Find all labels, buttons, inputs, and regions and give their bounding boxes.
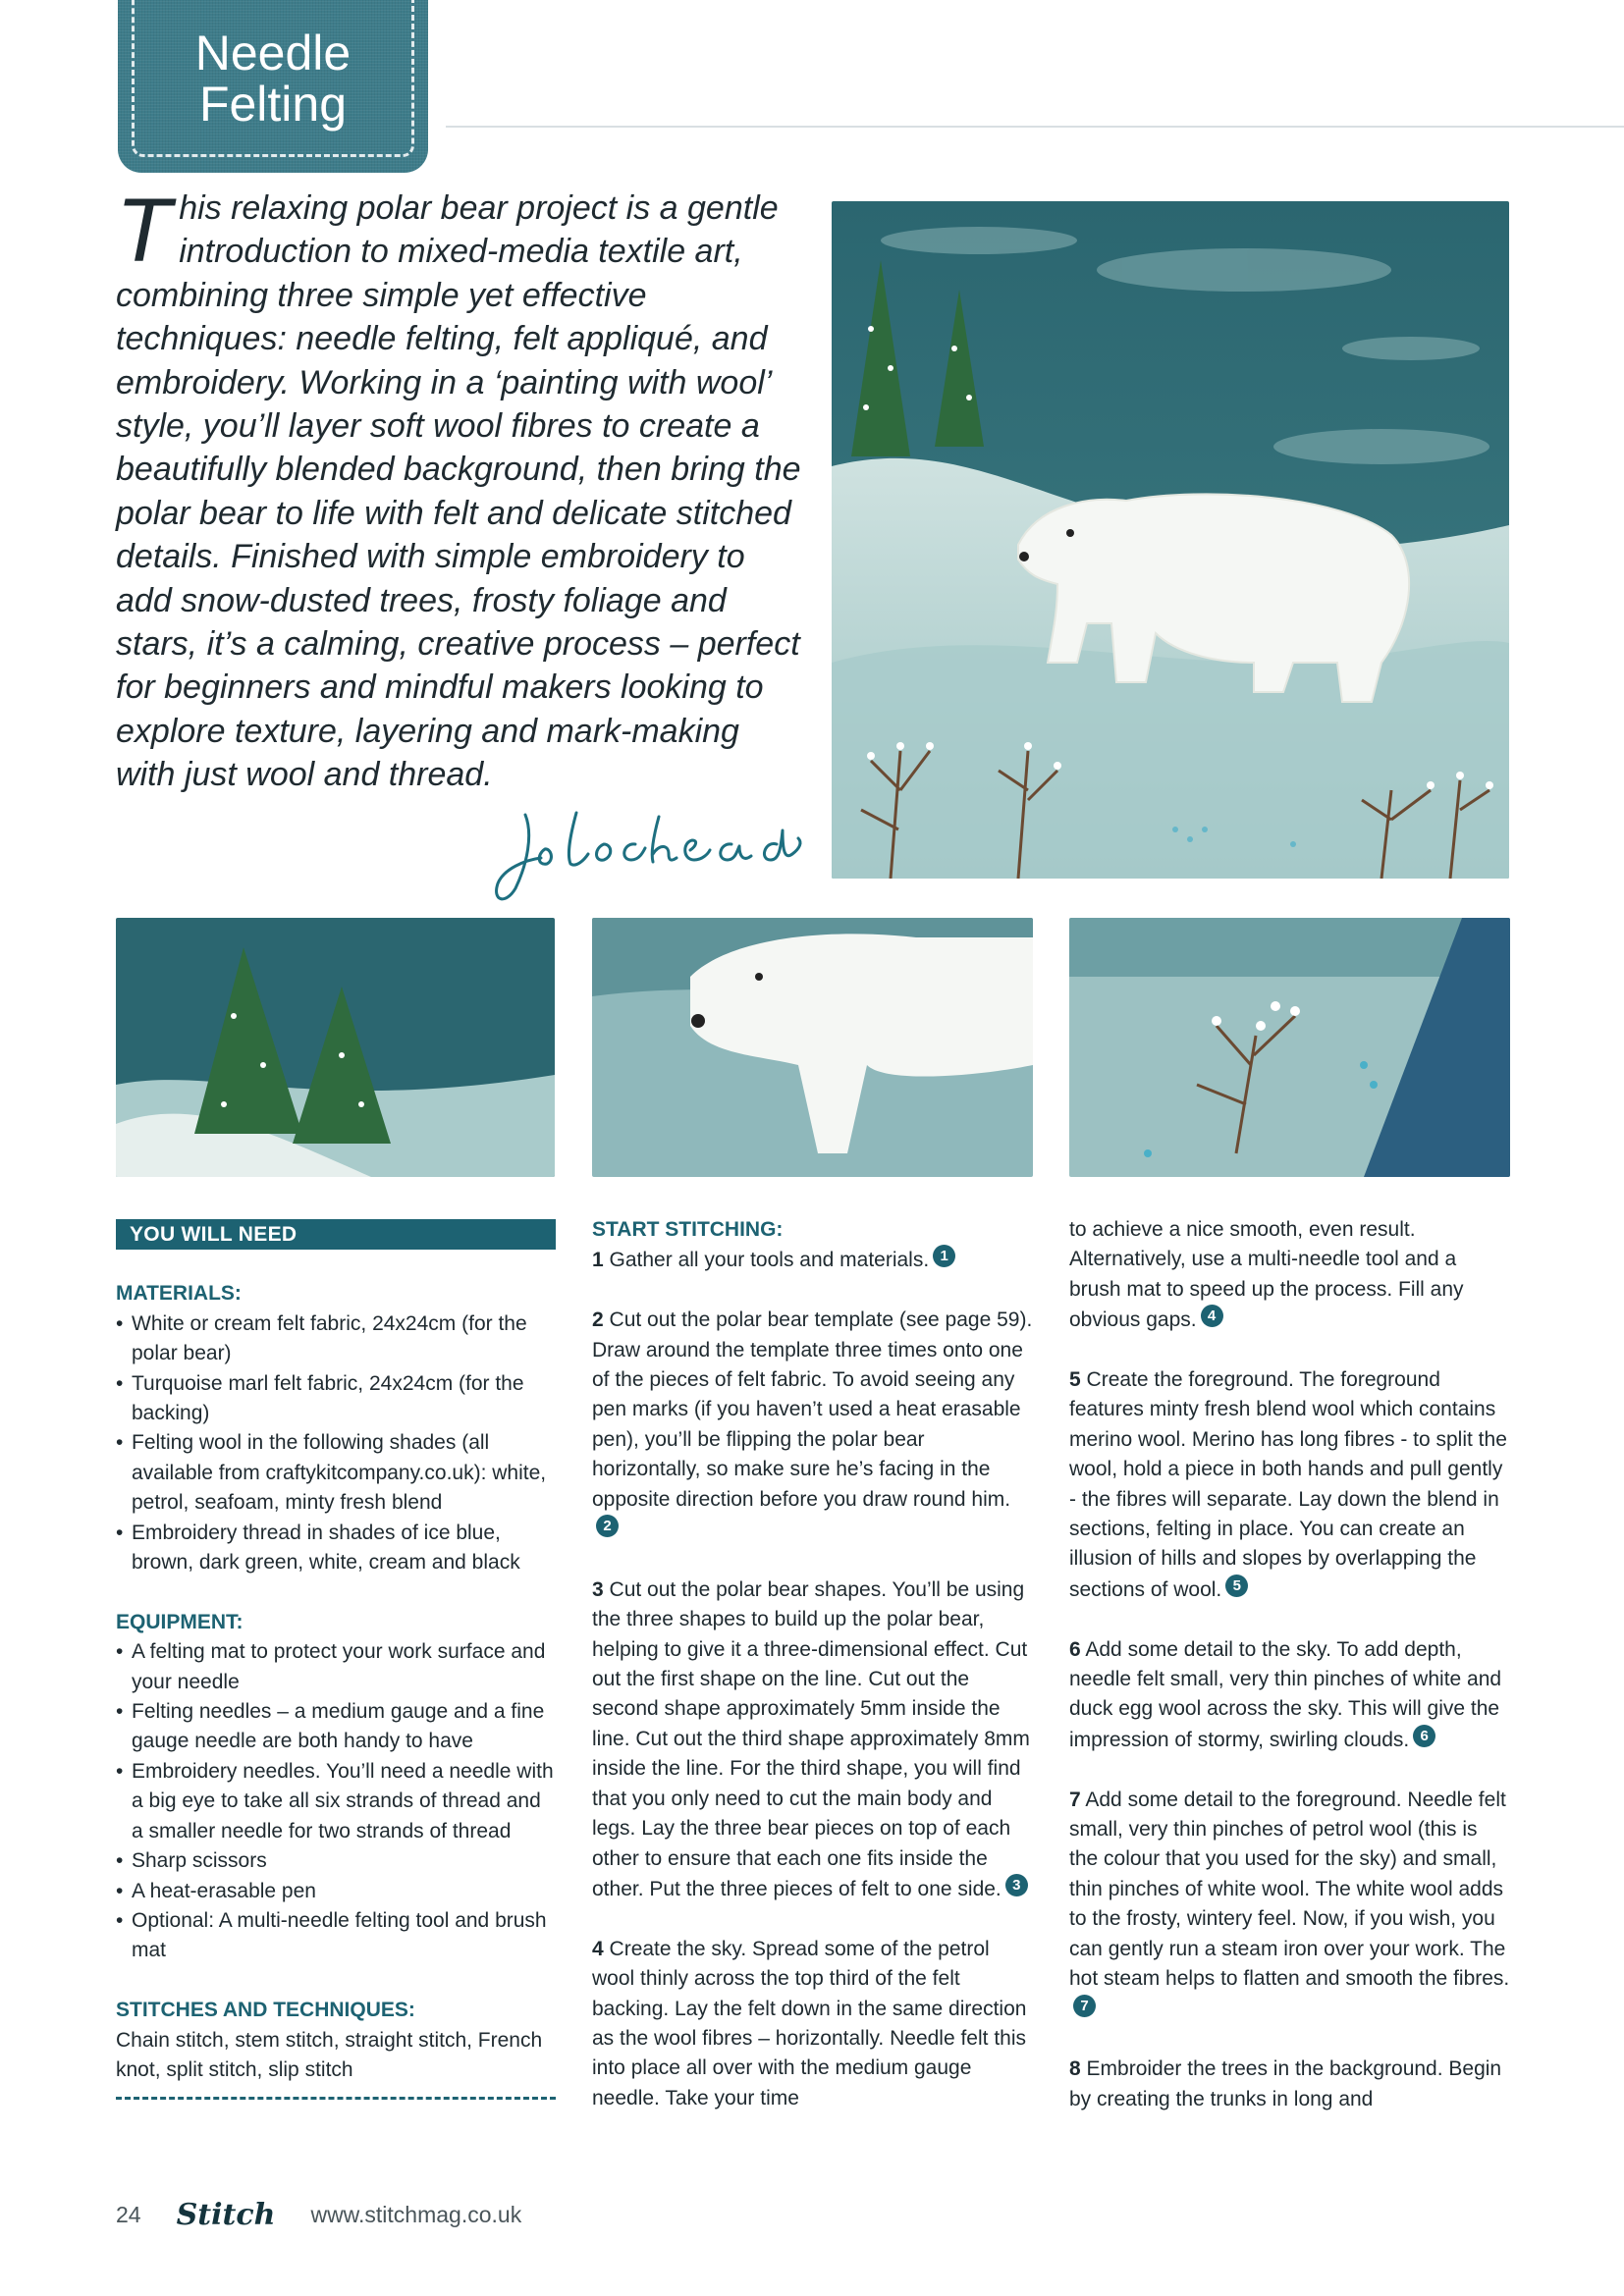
intro-text: his relaxing polar bear project is a gentle introduction to mixed-media textile art, combining three simple yet effective techniques: needle felting, felt appliqué, and embroidery. Working in a ‘painting with wool’ style, you’ll layer soft wool fibres to create a beautifully blended background, then bring the polar bear to life with felt and delicate stitched details. Finished with simple embroidery to add snow-dusted trees, frosty foliage and stars, it’s a calming, creative process – perfect for beginners and mindful makers looking to explore texture, layering and mark-making with just wool and thread. (116, 189, 801, 794)
step-4 (592, 1935, 1033, 2113)
step-2 (592, 1306, 1033, 1545)
step-number: 7 (1069, 1788, 1081, 1811)
start-stitching-heading: START STITCHING: (592, 1218, 784, 1241)
photo-ref-badge: 3 (1005, 1874, 1028, 1896)
materials-heading: MATERIALS: (116, 1282, 242, 1306)
list-item: • Felting wool in the following shades (all available from craftykitcompany.co.uk): white, petrol, seafoam, minty fresh blend (116, 1428, 556, 1518)
list-item: • Embroidery thread in shades of ice blue, brown, dark green, white, cream and black (116, 1519, 556, 1578)
step-6 (1069, 1635, 1510, 1756)
step-text: to achieve a nice smooth, even result. Alternatively, use a multi-needle tool and a brush mat to speed up the process. Fill any obvious gaps. (1069, 1218, 1464, 1332)
intro-paragraph (116, 181, 803, 797)
photo-ref-badge: 1 (933, 1245, 955, 1267)
step-number: 4 (592, 1937, 604, 1960)
page-footer (116, 2195, 521, 2234)
step-7 (1069, 1786, 1510, 2025)
photo-ref-badge: 4 (1201, 1305, 1223, 1327)
step-text: Add some detail to the foreground. Needle felt small, very thin pinches of petrol wool (this is the colour that you used for the sky) and small, thin pinches of white wool. The white wool adds to the frosty, wintery feel. Now, if you wish, you can gently run a steam iron over your work. The hot steam helps to flatten and smooth the fibres. (1069, 1788, 1510, 1991)
equipment-list (116, 1637, 556, 1965)
section-dashed-divider (116, 2097, 556, 2100)
photo-ref-badge: 2 (596, 1515, 619, 1537)
step-text: Embroider the trees in the background. Begin by creating the trunks in long and (1069, 2057, 1502, 2110)
start-stitching-column (592, 1215, 1033, 2144)
steps-continued-column (1069, 1215, 1510, 2145)
foliage-detail-photo (1069, 918, 1510, 1177)
step-text: Add some detail to the sky. To add depth, needle felt small, very thin pinches of white and duck egg wool across the sky. This will give the impression of stormy, swirling clouds. (1069, 1637, 1502, 1751)
stitches-text: Chain stitch, stem stitch, straight stitch, French knot, split stitch, slip stitch (116, 2028, 543, 2081)
list-item: • A felting mat to protect your work surface and your needle (116, 1637, 556, 1697)
step-number: 6 (1069, 1637, 1081, 1661)
page-number: 24 (116, 2201, 141, 2227)
step-number: 3 (592, 1577, 604, 1601)
section-title (118, 27, 428, 130)
step-5 (1069, 1365, 1510, 1605)
list-item: • A heat-erasable pen (116, 1877, 556, 1906)
step-3 (592, 1575, 1033, 1904)
bear-detail-photo (592, 918, 1033, 1177)
header-divider (446, 126, 1624, 128)
step-text: Create the sky. Spread some of the petrol wool thinly across the top third of the felt backing. Lay the felt down in the same direction as the wool fibres – horizontally. Needle felt this into place all over with the medium gauge needle. Take your time (592, 1937, 1027, 2109)
list-item: • Felting needles – a medium gauge and a fine gauge needle are both handy to have (116, 1697, 556, 1757)
you-will-need-banner: YOU WILL NEED (116, 1219, 556, 1250)
section-title-line1: Needle (194, 26, 352, 80)
step-number: 5 (1069, 1368, 1081, 1392)
list-item: • White or cream felt fabric, 24x24cm (for the polar bear) (116, 1309, 556, 1369)
photo-ref-badge: 7 (1073, 1995, 1096, 2017)
section-title-line2: Felting (198, 77, 348, 132)
step-text: Cut out the polar bear template (see page 59). Draw around the template three times onto one of the pieces of felt fabric. To avoid seeing any pen marks (if you haven’t used a heat erasable pen), you’ll be flipping the polar bear horizontally, so make sure he’s facing in the opposite direction before you draw round him. (592, 1308, 1033, 1511)
step-number: 2 (592, 1308, 604, 1332)
author-signature (486, 795, 810, 913)
step-8 (1069, 2055, 1510, 2114)
step-text: Gather all your tools and materials. (609, 1249, 930, 1272)
step-number: 8 (1069, 2057, 1081, 2081)
materials-list (116, 1309, 556, 1578)
list-item: • Embroidery needles. You’ll need a needle with a big eye to take all six strands of thread and a smaller needle for two strands of thread (116, 1757, 556, 1846)
photo-ref-badge: 6 (1413, 1725, 1435, 1747)
magazine-logo: Stitch (176, 2197, 276, 2232)
section-tab (118, 0, 428, 173)
step-1 (592, 1245, 1033, 1275)
you-will-need-column (116, 1219, 556, 2100)
step-text: Create the foreground. The foreground features minty fresh blend wool which contains merino wool. Merino has long fibres - to split the wool, hold a piece in both hands and pull gently - the fibres will separate. Lay down the blend in sections, felting in place. You can create an illusion of hills and slopes by overlapping the sections of wool. (1069, 1368, 1507, 1601)
photo-ref-badge: 5 (1225, 1575, 1248, 1597)
list-item: • Sharp scissors (116, 1846, 556, 1876)
polar-bear-artwork-photo (832, 201, 1509, 879)
equipment-heading: EQUIPMENT: (116, 1610, 244, 1633)
trees-detail-photo (116, 918, 555, 1177)
list-item: • Turquoise marl felt fabric, 24x24cm (for the backing) (116, 1369, 556, 1429)
intro-dropcap: T (116, 181, 172, 281)
stitches-heading: STITCHES AND TECHNIQUES: (116, 1999, 415, 2022)
website-url[interactable]: www.stitchmag.co.uk (310, 2201, 522, 2227)
step-number: 1 (592, 1249, 604, 1272)
list-item: • Optional: A multi-needle felting tool and brush mat (116, 1906, 556, 1966)
step-text: Cut out the polar bear shapes. You’ll be using the three shapes to build up the polar bear, helping to give it a three-dimensional effect. Cut out the first shape on the line. Cut out the second shape approximately 5mm inside the line. Cut out the third shape approximately 8mm inside the line. For the third shape, you will find that you only need to cut the main body and legs. Lay the three bear pieces on top of each other to ensure that each one fits inside the other. Put the three pieces of felt to one side. (592, 1577, 1030, 1900)
step-4-continued (1069, 1215, 1510, 1336)
